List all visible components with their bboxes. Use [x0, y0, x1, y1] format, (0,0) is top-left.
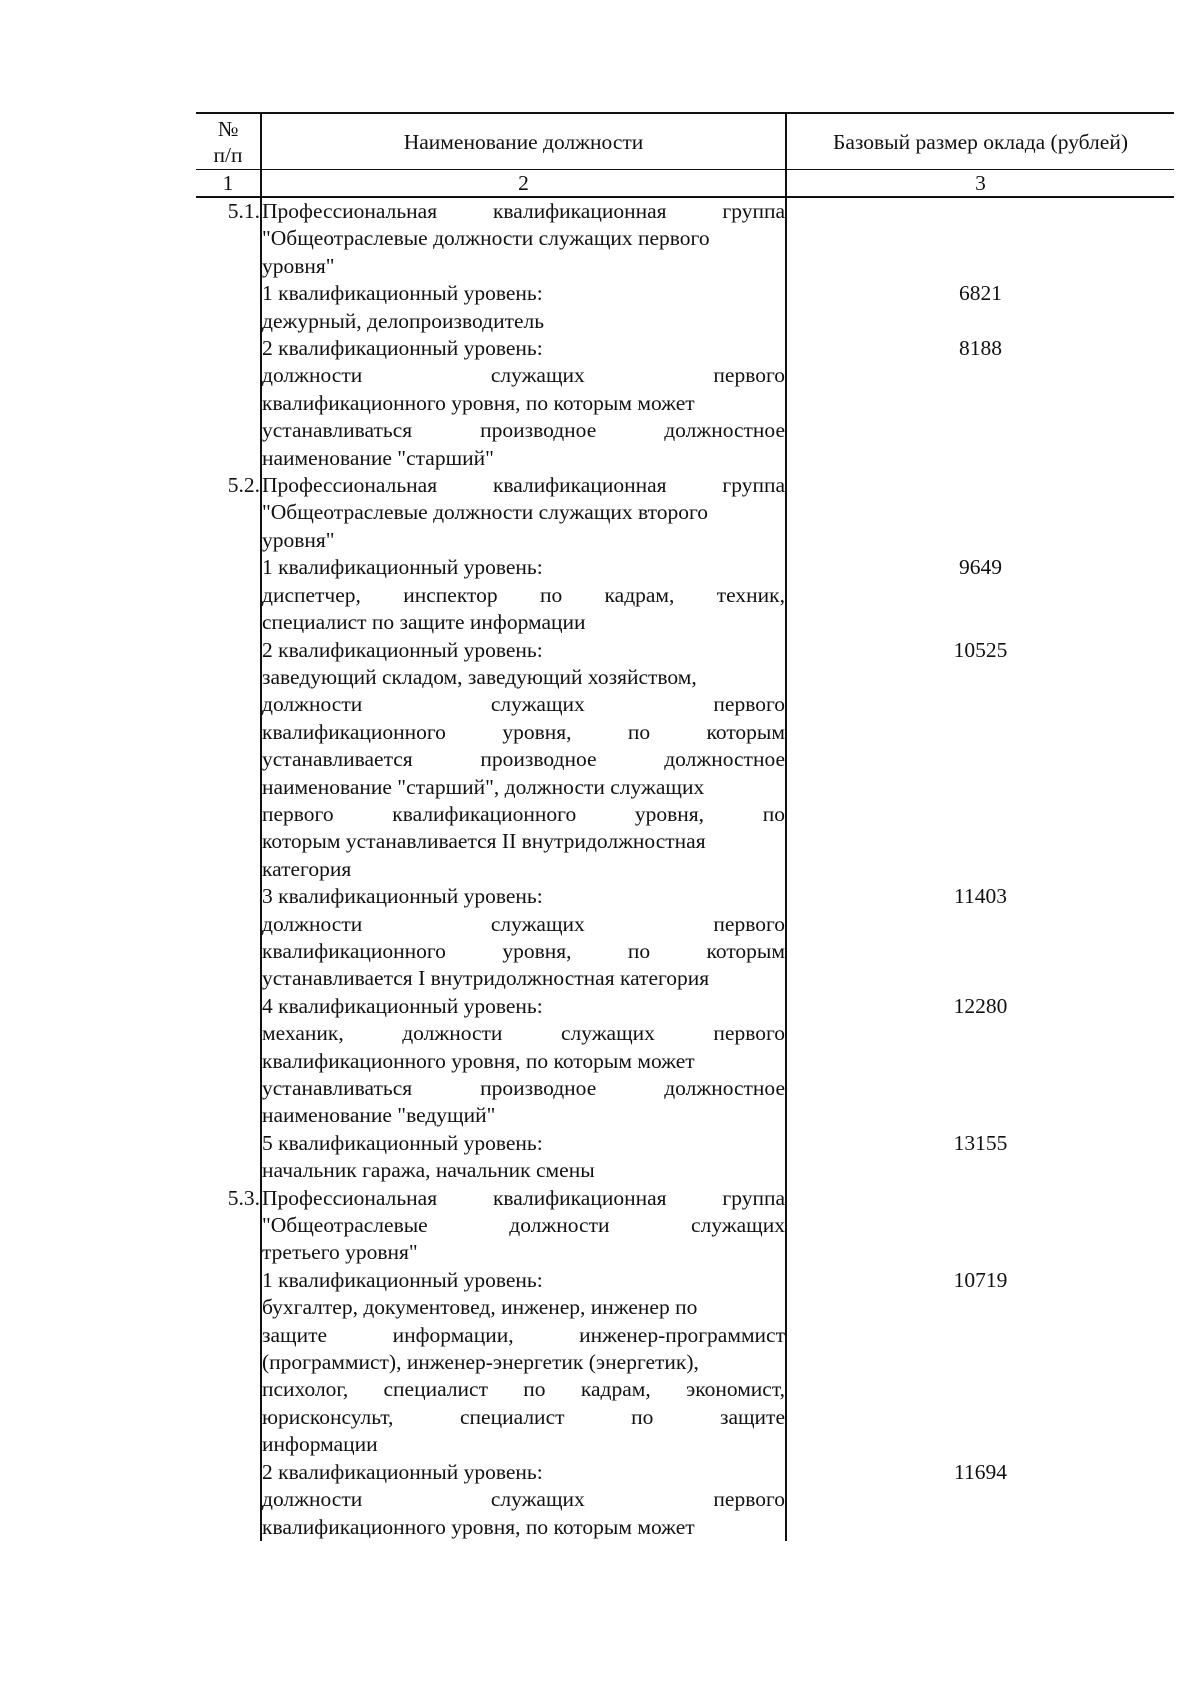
description-line: "Общеотраслевые должности служащих второго	[262, 500, 709, 525]
description-line: которым устанавливается II внутридолжностная	[262, 829, 706, 854]
description-line: устанавливаться производное должностное	[262, 418, 785, 443]
position-description	[261, 883, 786, 993]
description-line: заведующий складом, заведующий хозяйством,	[262, 664, 697, 689]
table-row	[196, 1185, 1174, 1267]
table-row	[196, 1130, 1174, 1185]
row-number: 5.3.	[196, 1185, 261, 1267]
description-line: наименование "ведущий"	[262, 1103, 496, 1128]
description-line: механик, должности служащих первого	[262, 1021, 785, 1046]
position-description	[261, 554, 786, 636]
description-line: устанавливается I внутридолжностная категория	[262, 966, 710, 991]
column-number-3: 3	[786, 170, 1174, 198]
header-number	[196, 113, 261, 170]
base-salary-value: 11694	[954, 1459, 1007, 1484]
salary-table	[196, 112, 1174, 1541]
base-salary-value: 6821	[959, 281, 1002, 306]
description-line: "Общеотраслевые должности служащих первого	[262, 226, 710, 251]
description-line: должности служащих первого	[262, 692, 785, 717]
description-line: Профессиональная квалификационная группа	[262, 473, 785, 498]
row-number: 5.2.	[196, 472, 261, 554]
description-line: квалификационного уровня, по которым	[262, 938, 785, 963]
base-salary-value: 12280	[953, 993, 1008, 1018]
row-number: 5.1.	[196, 197, 261, 280]
column-number-2: 2	[261, 170, 786, 198]
position-description	[261, 472, 786, 554]
description-line: квалификационного уровня, по которым может	[262, 390, 695, 415]
description-line: начальник гаража, начальник смены	[262, 1158, 595, 1183]
description-line: диспетчер, инспектор по кадрам, техник,	[262, 582, 785, 607]
description-line: (программист), инженер-энергетик (энергетик),	[262, 1350, 699, 1375]
description-line: 1 квалификационный уровень:	[262, 555, 543, 580]
base-salary-value: 10719	[953, 1267, 1008, 1292]
row-number	[196, 554, 261, 636]
description-line: 3 квалификационный уровень:	[262, 884, 543, 909]
row-number	[196, 335, 261, 472]
base-salary-value: 8188	[959, 336, 1002, 361]
description-line: юрисконсульт, специалист по защите	[262, 1404, 785, 1429]
description-line: устанавливаться производное должностное	[262, 1076, 785, 1100]
table-row	[196, 637, 1174, 884]
description-line: "Общеотраслевые должности служащих	[262, 1213, 785, 1238]
description-line: 4 квалификационный уровень:	[262, 993, 543, 1018]
table-row	[196, 1267, 1174, 1459]
position-description	[261, 1130, 786, 1185]
table-row	[196, 335, 1174, 472]
description-line: первого квалификационного уровня, по	[262, 801, 785, 826]
row-number	[196, 883, 261, 993]
table-header-row	[196, 113, 1174, 170]
description-line: 1 квалификационный уровень:	[262, 1267, 543, 1292]
header-number-abbr: п/п	[213, 142, 243, 167]
description-line: квалификационного уровня, по которым	[262, 719, 785, 744]
table-row	[196, 472, 1174, 554]
header-position-name: Наименование должности	[261, 113, 786, 170]
description-line: квалификационного уровня, по которым может	[262, 1048, 695, 1073]
description-line: специалист по защите информации	[262, 610, 586, 635]
row-number	[196, 1130, 261, 1185]
column-number-1: 1	[196, 170, 261, 198]
description-line: 2 квалификационный уровень:	[262, 1459, 543, 1484]
row-number	[196, 280, 261, 335]
description-line: уровня"	[262, 527, 335, 552]
table-row	[196, 197, 1174, 280]
position-description	[261, 637, 786, 884]
description-line: категория	[262, 856, 352, 881]
description-line: должности служащих первого	[262, 911, 785, 936]
column-number-row	[196, 170, 1174, 198]
description-line: Профессиональная квалификационная группа	[262, 1185, 785, 1210]
position-description	[261, 1185, 786, 1267]
header-number-sign: №	[217, 116, 239, 141]
description-line: психолог, специалист по кадрам, экономист,	[262, 1377, 785, 1402]
description-line: 2 квалификационный уровень:	[262, 637, 543, 662]
base-salary-value	[786, 472, 1174, 554]
row-number	[196, 1459, 261, 1541]
base-salary-value	[786, 1185, 1174, 1267]
table-row	[196, 1459, 1174, 1541]
header-base-salary: Базовый размер оклада (рублей)	[786, 113, 1174, 170]
description-line: уровня"	[262, 253, 335, 278]
row-number	[196, 637, 261, 884]
position-description	[261, 993, 786, 1130]
base-salary-value: 11403	[954, 884, 1007, 909]
description-line: дежурный, делопроизводитель	[262, 308, 545, 333]
base-salary-value: 13155	[953, 1130, 1008, 1155]
description-line: наименование "старший"	[262, 445, 494, 470]
description-line: третьего уровня"	[262, 1240, 418, 1265]
description-line: должности служащих первого	[262, 1487, 785, 1512]
table-body	[196, 197, 1174, 1541]
position-description	[261, 1459, 786, 1541]
position-description	[261, 280, 786, 335]
position-description	[261, 335, 786, 472]
description-line: квалификационного уровня, по которым может	[262, 1514, 695, 1539]
description-line: 2 квалификационный уровень:	[262, 336, 543, 361]
table-row	[196, 554, 1174, 636]
description-line: 1 квалификационный уровень:	[262, 281, 543, 306]
base-salary-value	[786, 197, 1174, 280]
row-number	[196, 993, 261, 1130]
position-description	[261, 197, 786, 280]
description-line: защите информации, инженер-программист	[262, 1322, 785, 1347]
base-salary-value: 10525	[953, 637, 1008, 662]
base-salary-value: 9649	[959, 555, 1002, 580]
table-row	[196, 883, 1174, 993]
description-line: устанавливается производное должностное	[262, 747, 785, 772]
table-row	[196, 280, 1174, 335]
table-row	[196, 993, 1174, 1130]
row-number	[196, 1267, 261, 1459]
description-line: наименование "старший", должности служащих	[262, 774, 705, 799]
description-line: бухгалтер, документовед, инженер, инженер по	[262, 1295, 698, 1320]
position-description	[261, 1267, 786, 1459]
description-line: информации	[262, 1432, 378, 1457]
description-line: Профессиональная квалификационная группа	[262, 199, 785, 223]
description-line: 5 квалификационный уровень:	[262, 1130, 543, 1155]
description-line: должности служащих первого	[262, 363, 785, 388]
